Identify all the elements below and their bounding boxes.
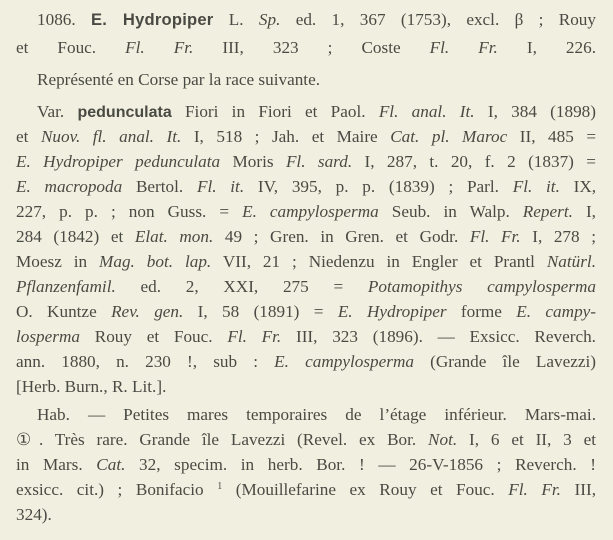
styled-text: Fl. Fr. [125,38,194,57]
styled-text: pedunculata [77,104,172,121]
variety-line: E. macropoda Bertol. Fl. it. IV, 395, p. p. (1839) ; Parl. Fl. it. IX, [16,177,597,196]
habitat-line: 324). [16,505,52,524]
variety-line: [Herb. Burn., R. Lit.]. [16,377,167,396]
habitat-line: exsicc. cit.) ; Bonifacio $^1$ (Mouillefarine ex Rouy et Fouc. Fl. Fr. III, [16,480,597,499]
styled-text: Sp. [258,10,281,29]
habitat-line: in Mars. Cat. 32, specim. in herb. Bor. ! — 26-V-1856 ; Reverch. ! [16,455,596,474]
styled-text: Fl. it. [196,177,245,196]
styled-text: Repert. [522,202,573,221]
variety-line: et Nuov. fl. anal. It. I, 518 ; Jah. et Maire Cat. pl. Maroc II, 485 = [16,127,597,146]
styled-text: Fl. Fr. [227,327,282,346]
styled-text: losperma [16,327,80,346]
variety-line: Pflanzenfamil. ed. 2, XXI, 275 = Potamopithys campylosperma [16,277,596,296]
styled-text: Pflanzenfamil. [16,277,116,296]
styled-text: Cat. pl. Maroc [390,127,508,146]
footnote-marker: 1 [217,481,223,492]
styled-text: Fl. it. [512,177,560,196]
variety-line: losperma Rouy et Fouc. Fl. Fr. III, 323 (1896). — Exsicc. Reverch. [16,327,596,346]
variety-line: E. Hydropiper pedunculata Moris Fl. sard. I, 287, t. 20, f. 2 (1837) = [16,152,596,171]
styled-text: Potamopithys campylosperma [367,277,596,296]
styled-text: E. Hydropiper [91,10,214,29]
corse-note: Représenté en Corse par la race suivante. [37,70,320,89]
variety-line: 284 (1842) et Elat. mon. 49 ; Gren. in Gren. et Godr. Fl. Fr. I, 278 ; [16,227,597,246]
styled-text: Fl. Fr. [429,38,498,57]
styled-text: E. macropoda [16,177,123,196]
styled-text: Natürl. [546,252,596,271]
entry-line: et Fouc. Fl. Fr. III, 323 ; Coste Fl. Fr. I, 226. [16,38,596,57]
variety-line: ann. 1880, n. 230 !, sub : E. campylosperma (Grande île Lavezzi) [16,352,596,371]
styled-text: Cat. [96,455,126,474]
styled-text: Fl. anal. It. [378,102,475,121]
styled-text: Rev. gen. [111,302,184,321]
styled-text: E. campylosperma [274,352,414,371]
styled-text: Fl. Fr. [469,227,521,246]
styled-text: Fl. Fr. [508,480,561,499]
styled-text: Fl. sard. [285,152,353,171]
styled-text: E. campylosperma [242,202,379,221]
habitat-line: Hab. — Petites mares temporaires de l’étage inférieur. Mars-mai. [37,405,596,424]
entry-line: 1086. E. Hydropiper L. Sp. ed. 1, 367 (1753), excl. β ; Rouy [37,10,596,29]
styled-text: E. campy- [516,302,597,321]
variety-line: Moesz in Mag. bot. lap. VII, 21 ; Niedenzu in Engler et Prantl Natürl. [16,252,596,271]
habitat-line: ①. Très rare. Grande île Lavezzi (Revel. ex Bor. Not. I, 6 et II, 3 et [16,430,596,449]
styled-text: Nuov. fl. anal. It. [40,127,182,146]
styled-text: E. Hydropiper pedunculata [16,152,221,171]
variety-line: 227, p. p. ; non Guss. = E. campylosperma Seub. in Walp. Repert. I, [16,202,596,221]
styled-text: Not. [428,430,458,449]
styled-text: Mag. bot. lap. [99,252,212,271]
styled-text: Elat. mon. [134,227,214,246]
variety-line: Var. pedunculata Fiori in Fiori et Paol. Fl. anal. It. I, 384 (1898) [37,102,597,121]
variety-line: O. Kuntze Rev. gen. I, 58 (1891) = E. Hydropiper forme E. campy- [16,302,597,321]
styled-text: E. Hydropiper [337,302,447,321]
